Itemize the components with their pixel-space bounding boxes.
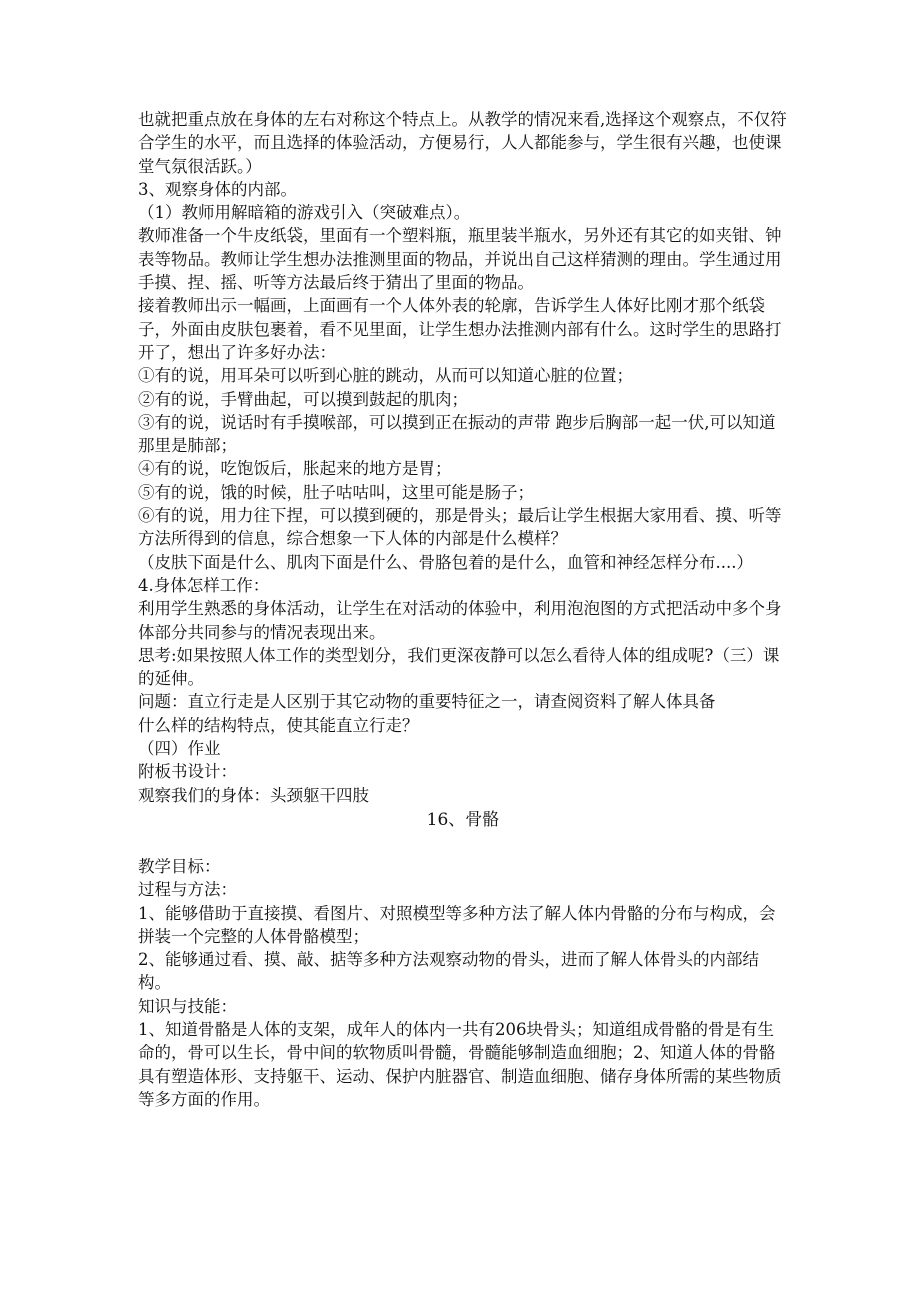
heading-knowledge-skills: 知识与技能：	[138, 996, 237, 1016]
paragraph-bubble-map: 利用学生熟悉的身体活动，让学生在对活动的体验中，利用泡泡图的方式把活动中多个身体部分共同参与的情况表现出来。	[138, 599, 782, 642]
list-item-intestine: ⑤有的说，饿的时候，肚子咕咕叫，这里可能是肠子；	[138, 482, 534, 502]
paragraph-paper-bag: 教师准备一个牛皮纸袋，里面有一个塑料瓶，瓶里装半瓶水，另外还有其它的如夹钳、钟表等物品。教师让学生想办法推测里面的物品，并说出自己这样猜测的理由。学生通过用手摸、捏、摇、听等方法最后终于猜出了里面的物品。	[138, 226, 782, 293]
paragraph-body-outline: 接着教师出示一幅画，上面画有一个人体外表的轮廓，告诉学生人体好比刚才那个纸袋子，外面由皮肤包裹着，看不见里面，让学生想办法推测内部有什么。这时学生的思路打开了，想出了许多好办法：	[138, 296, 782, 362]
document-body	[138, 108, 788, 1111]
list-item-lungs: ③有的说，说话时有手摸喉部，可以摸到正在振动的声带 跑步后胸部一起一伏,可以知道那里是肺部；	[138, 412, 776, 456]
subheading-dark-box-game: （1）教师用解暗箱的游戏引入（突破难点）。	[138, 203, 471, 223]
heading-homework: （四）作业	[138, 739, 221, 759]
paragraph-thinking: 思考:如果按照人体工作的类型划分，我们更深夜静可以怎么看待人体的组成呢?（三）课的延伸。	[138, 645, 780, 689]
heading-how-body-works: 4.身体怎样工作：	[138, 575, 270, 595]
list-item-bone: ⑥有的说，用力往下捏，可以摸到硬的，那是骨头；最后让学生根据大家用看、摸、听等方法所得到的信息，综合想象一下人体的内部是什么模样？	[138, 506, 782, 549]
section-title: 16、骨骼	[426, 809, 500, 830]
paragraph-board-content: 观察我们的身体：头颈躯干四肢	[138, 785, 369, 805]
goal-item-2: 2、能够通过看、摸、敲、掂等多种方法观察动物的骨头，进而了解人体骨头的内部结构。	[138, 950, 759, 993]
goal-item-1: 1、能够借助于直接摸、看图片、对照模型等多种方法了解人体内骨骼的分布与构成，会拼装一个完整的人体骨骼模型；	[138, 903, 776, 946]
paragraph-question-line2: 什么样的结构特点，使其能直立行走？	[138, 715, 419, 735]
list-item-stomach: ④有的说，吃饱饭后，胀起来的地方是胃；	[138, 459, 452, 479]
list-item-muscle: ②有的说，手臂曲起，可以摸到鼓起的肌肉；	[138, 389, 468, 409]
paragraph-inner-structure: （皮肤下面是什么、肌肉下面是什么、骨胳包着的是什么，血管和神经怎样分布....）	[138, 552, 753, 572]
heading-board-design: 附板书设计：	[138, 762, 237, 782]
paragraph-question-line1: 问题：直立行走是人区别于其它动物的重要特征之一，请查阅资料了解人体具备	[138, 692, 716, 712]
knowledge-item-1: 1、知道骨骼是人体的支架，成年人的体内一共有206块骨头；知道组成骨骼的骨是有生命的，骨可以生长，骨中间的软物质叫骨髓，骨髓能够制造血细胞；2、知道人体的骨骼具有塑造体形、支持躯干、运动、保护内脏器官、制造血细胞、储存身体所需的某些物质等多方面的作用。	[138, 1019, 782, 1109]
list-item-heart: ①有的说，用耳朵可以听到心脏的跳动，从而可以知道心脏的位置；	[138, 366, 633, 386]
heading-teaching-goals: 教学目标：	[138, 856, 221, 876]
heading-observe-inside: 3、观察身体的内部。	[138, 179, 297, 199]
heading-process-methods: 过程与方法：	[138, 880, 237, 900]
paragraph-reflection: 也就把重点放在身体的左右对称这个特点上。从教学的情况来看,选择这个观察点，不仅符合学生的水平，而且选择的体验活动，方便易行，人人都能参与，学生很有兴趣，也使课堂气氛很活跃。）	[138, 110, 787, 176]
